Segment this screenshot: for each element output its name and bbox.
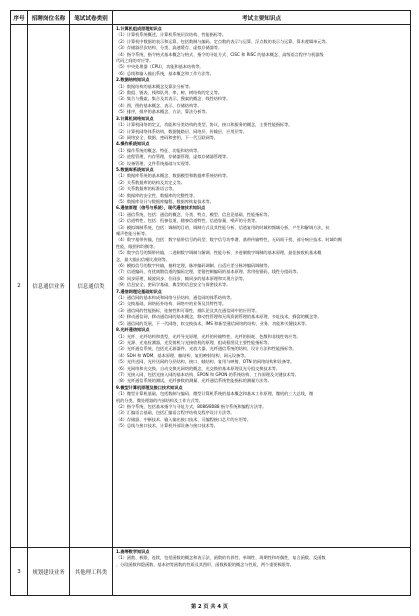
knowledge-item: （4）指令系统，指令格式基本概念与格式、指令的寻址方式、CISC 和 RISC 的基本概念、高级语言程序与机器级	[116, 51, 324, 57]
knowledge-item: （2）光源、光电检测器，光发射机与光接收机的原理、组成框图及主要性能指标等。	[116, 339, 272, 345]
knowledge-item: （3）网络安全，数据、密码和密钥，下一代互联网等。	[116, 134, 218, 140]
knowledge-item: （1）光纤、光纤结构和类型，光纤导光原理，光纤的传输特性，光纤的损耗、色散和非线性效应等。	[116, 333, 301, 339]
knowledge-item: （5）光传送网，光传送网的分层结构、接口、帧结构、复用与映射、OTN 的网络结构和设备等。	[116, 359, 295, 365]
header-exam-type: 笔试试卷类别	[70, 11, 113, 25]
knowledge-item: （1）通信系统，包括：通信的概念、分类、特点、模型、信息论基础、性能指标等。	[116, 211, 272, 217]
knowledge-item: （5）数据库设计与数据库编程、数据库恢复技术等。	[116, 198, 214, 204]
knowledge-item: （1）计算机系统概述，计算机系统层次结构、性能指标等。	[116, 32, 227, 38]
row-position: 规划建设业务	[28, 548, 70, 596]
knowledge-section-title: 6.通信原理（信号与系统），现代通信技术知识点	[116, 205, 206, 211]
knowledge-section-title: 2.数据结构知识点	[116, 77, 150, 83]
knowledge-section-title: 9.微型计算机原理及接口技术知识点	[116, 384, 183, 390]
row-position: 信息通信业务	[28, 25, 70, 548]
knowledge-item: （4）图，图的基本概念、表示、存储结构等。	[116, 102, 202, 108]
knowledge-section-title: 5.数据库系统知识点	[116, 166, 154, 172]
knowledge-item: 、分段函数和隐函数、基本初等函数的性质及其图形，函数极限的概念与性质，两个重要极限等。	[116, 561, 294, 567]
knowledge-item: （9）信息安全，密码学基础，典型的信息安全与保密技术等。	[116, 282, 231, 288]
knowledge-item: （2）指令系统，包括基本指令与寻址方式，8086/8088 指令系统和编程方法等。	[116, 403, 267, 409]
knowledge-item: （1）计算机网络的定义，功能和分类结构的类型，协议，接口和服务的概念，主要性能指标等。	[116, 122, 293, 128]
knowledge-item: （6）光网络和光交换，自动交换光网络的概念，光交换的基本原理及光分组交换技术等。	[116, 365, 280, 371]
knowledge-item: （1）微型计算机基础，包括数制与编码、微型计算机系统的基本概念和基本工作原理，微机的三大总线，微	[116, 391, 314, 397]
knowledge-item: 念，最大输出信噪比准则等。	[116, 256, 170, 262]
table-header-row	[11, 11, 411, 25]
knowledge-item: （1）通信网的基本构成和网络分层结构、通信网的体系结构等。	[116, 295, 235, 301]
knowledge-item: （1）操作系统的概念、特征、功能和结构等。	[116, 147, 202, 153]
knowledge-section-title: 7.通信网理论基础知识点	[116, 288, 162, 294]
knowledge-item: （1）数据结构的基本概念及算法分析等。	[116, 83, 194, 89]
page-footer: 第 2 页 共 4 页	[191, 604, 228, 610]
knowledge-item: （5）通信网的发展，下一代网络，软交换技术，IMS 和新型通信网络的结构、业务、功能和关键技术等。	[116, 320, 310, 326]
knowledge-item: （5）排序，排序的基本概念、方法、算法分析等。	[116, 109, 210, 115]
knowledge-item: （4）SDH 和 WDM，基本原理、帧结构、复用映射结构、网元设备等。	[116, 352, 249, 358]
header-index: 序号	[11, 11, 28, 25]
knowledge-item: （8）同步原理，载波同步、位同步、帧同步的基本原理和实现方法等。	[116, 275, 247, 281]
knowledge-list	[113, 25, 410, 432]
knowledge-item: （3）关系数据库的标准语言等。	[116, 186, 177, 192]
knowledge-list	[113, 548, 410, 570]
row-index: 2	[11, 25, 28, 548]
knowledge-item: （4）移动通信网，移动通信网的基本概念，移动性管理和无线资源管理的基本原理、多址技术，蜂窝的概念等。	[116, 314, 322, 320]
knowledge-item: （2）数组、链表、栈和队列、串、树、树结构的定义等。	[116, 90, 223, 96]
knowledge-item: （2）计算机网络体系结构，数据链路层、网络层、传输层、应用层等。	[116, 128, 247, 134]
knowledge-item: （7）光接入网，包括光接入网的基本结构、EPON 和 GPON 的系统结构、工作原理及关键技术等。	[116, 371, 299, 377]
knowledge-section-title: 1.高等数学知识点	[116, 549, 150, 554]
header-knowledge: 考试主要知识点	[113, 11, 411, 25]
knowledge-item: （4）存储器、中断技术、输入输出接口技术、可编程接口芯片的应用等。	[116, 416, 252, 422]
knowledge-item: （3）光纤通信系统，包括光无源器件、光放大器，光纤通信系统的结构、设计方法和性能指标等。	[116, 346, 297, 352]
knowledge-item: （6）总线和输入输出系统，基本概念和工作方法等。	[116, 70, 214, 76]
knowledge-item: （3）集合与搜索，集合及其表示、搜索的概念、线性结构等。	[116, 96, 231, 102]
knowledge-item: （1）函数、极限、连续，包括函数的概念和表示法、函数的有界性、单调性、周期性和奇偶性，复合函数、反函数	[116, 555, 326, 561]
knowledge-item: （4）数字基带传输，包括：数字基带信号的码型、数字信号功率谱、基带传输特性，无码间干扰、部分响应技术、时域均衡	[116, 237, 343, 243]
knowledge-section-title: 1.计算机组成原理知识点	[116, 26, 162, 31]
exam-syllabus-table	[10, 10, 411, 596]
table-row	[11, 25, 411, 548]
knowledge-item: （2）交换基础，网络拓扑结构，网络中的业务及其特性等。	[116, 301, 227, 307]
knowledge-item: （3）设备管理、文件系统基础与实现等。	[116, 160, 194, 166]
row-knowledge-cell	[113, 25, 411, 548]
knowledge-item: （3）通信网的性能指标，连接性和可靠性，排队论及其在通信网中的应用等。	[116, 307, 260, 313]
knowledge-item: （2）关系数据库的结构及其定义等。	[116, 179, 185, 185]
knowledge-item: （8）光纤通信系统的测试，光纤参数的测量、光纤通信系统性能指标的测量方法等。	[116, 378, 272, 384]
knowledge-item: （1）数据库系统的基本概念、数据模型和数据库系统结构等。	[116, 173, 231, 179]
knowledge-item: （3）汇编语言基础，包括汇编语言程序结构及程序设计方法等。	[116, 410, 235, 416]
knowledge-item: （6）模拟信号的数字传输，抽样定理，脉冲编码调制、自适应差分脉冲编码调制等。	[116, 263, 272, 269]
knowledge-item: （3）存储器层次结构、分类、高速缓存、虚拟存储器等。	[116, 45, 223, 51]
knowledge-item: 噪声性能分析等。	[116, 231, 150, 236]
knowledge-item: （5）中央处理器（CPU），功能和基本结构等。	[116, 64, 204, 70]
knowledge-item: （7）信道编码，有扰离散信道的编码定理，差错控制编码的基本原理、常用检错码，线性分组码等。	[116, 269, 301, 275]
row-exam-type: 其他理工科类	[70, 548, 113, 596]
knowledge-item: （5）数字信号的频带传输，二进制数字调制与解调、性能分析、多进制数字调制的基本原理，最佳接收机基本概	[116, 250, 322, 256]
header-position: 招聘岗位名称	[28, 11, 70, 25]
table-row	[11, 548, 411, 596]
knowledge-item: （3）模拟调制系统，包括：调制的目的、调制方式及其性能分析、信道复用的时域和频域分析，产生和解调方法，抗	[116, 224, 330, 230]
knowledge-item: （2）计算机中数据的表示和运算，包括数制与编码、定点数的表示与运算、浮点数的表示与运算、算术逻辑单元等。	[116, 38, 330, 44]
knowledge-item: （5）总线与接口技术，计算机外部设备与接口技术等。	[116, 423, 218, 429]
knowledge-section-title: 8.光纤通信知识点	[116, 327, 150, 333]
knowledge-item: （4）数据库的安全性、数据库的完整性等。	[116, 192, 198, 198]
row-exam-type: 信息通信类	[70, 25, 113, 548]
row-knowledge-cell	[113, 548, 411, 596]
knowledge-section-title: 3.计算机网络知识点	[116, 115, 154, 121]
knowledge-item: 机的分类，微处理器的内部结构及工作方式等。	[116, 397, 203, 403]
knowledge-item: 代码之间的对应等。	[116, 58, 154, 64]
knowledge-item: （2）信道特性，包括：恒参信道，随参信道特性，信道容量，噪声的分类等。	[116, 218, 260, 224]
knowledge-section-title: 4.操作系统知识点	[116, 141, 150, 147]
row-index: 3	[11, 548, 28, 596]
knowledge-item: （2）进程管理，内存管理，存储器管理，虚拟存储器管理等。	[116, 154, 231, 160]
knowledge-item: 性能，眼图和均衡等。	[116, 243, 158, 249]
